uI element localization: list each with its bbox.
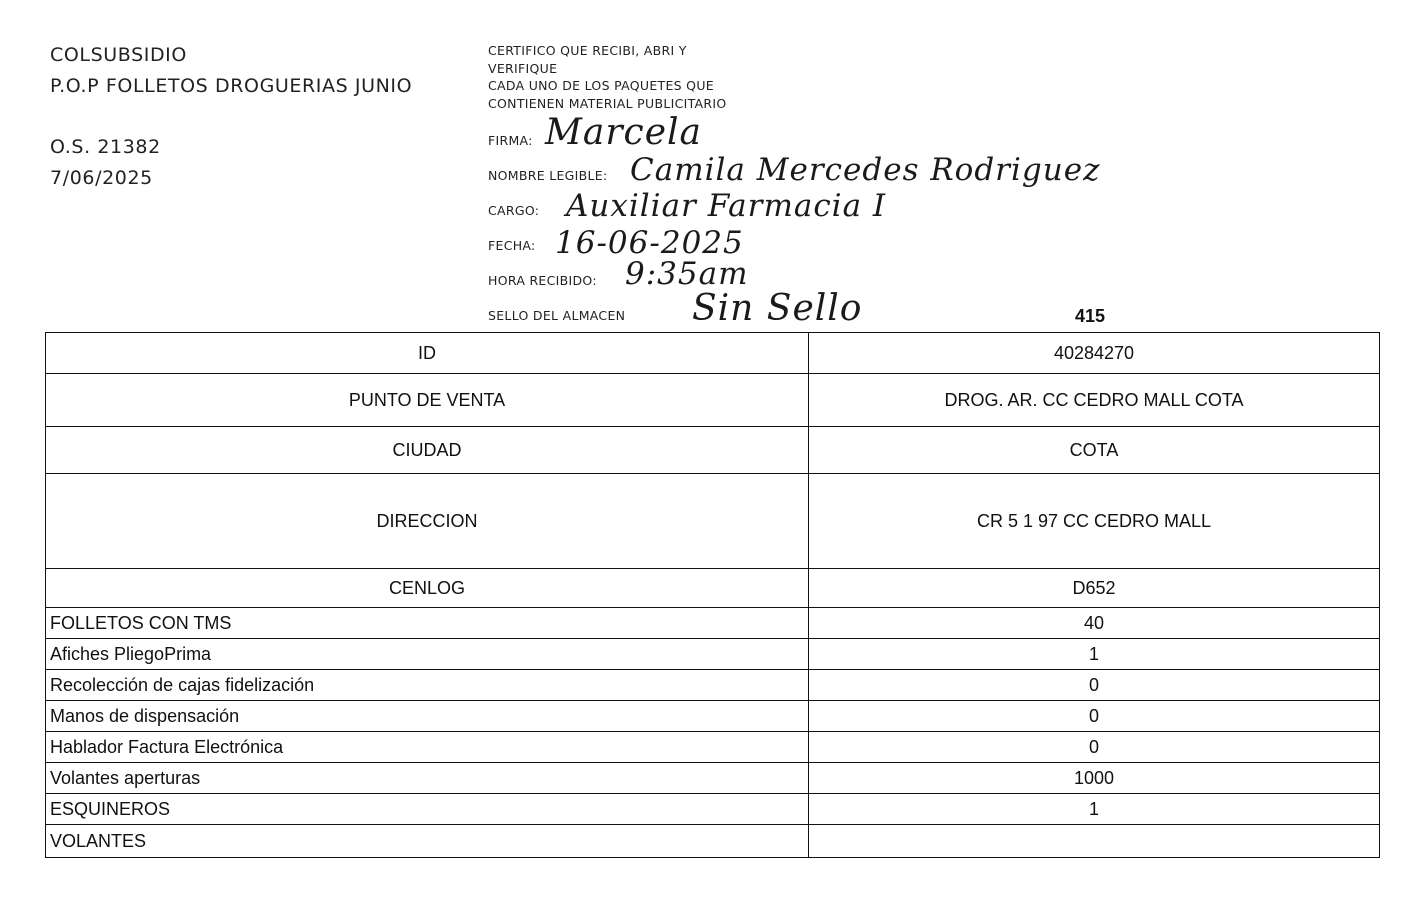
cargo-label: CARGO:: [488, 203, 540, 218]
item-quantity: 1: [809, 639, 1380, 670]
nombre-handwritten: Camila Mercedes Rodriguez: [630, 152, 1101, 188]
table-row: [46, 794, 1380, 825]
id-label: ID: [46, 333, 809, 374]
hora-label: HORA RECIBIDO:: [488, 273, 597, 288]
table-row: [46, 763, 1380, 794]
item-quantity: 1: [809, 794, 1380, 825]
table-row: [46, 608, 1380, 639]
table-row: [46, 732, 1380, 763]
sheet-number: 415: [1075, 306, 1106, 326]
table-row-cenlog: [46, 569, 1380, 608]
item-label: Recolección de cajas fidelización: [46, 670, 809, 701]
item-label: ESQUINEROS: [46, 794, 809, 825]
cargo-handwritten: Auxiliar Farmacia I: [566, 188, 887, 224]
direccion-value: CR 5 1 97 CC CEDRO MALL: [809, 474, 1380, 569]
item-quantity: 40: [809, 608, 1380, 639]
sello-label: SELLO DEL ALMACEN: [488, 308, 626, 323]
hora-handwritten: 9:35am: [625, 256, 749, 292]
cert-line-3: CADA UNO DE LOS PAQUETES QUE: [488, 78, 714, 93]
document-date: 7/06/2025: [50, 167, 153, 189]
item-label: Hablador Factura Electrónica: [46, 732, 809, 763]
table-row-ciudad: [46, 427, 1380, 474]
document-subject: P.O.P FOLLETOS DROGUERIAS JUNIO: [50, 75, 413, 97]
item-quantity: 0: [809, 701, 1380, 732]
item-quantity: 0: [809, 732, 1380, 763]
table-row-id: [46, 333, 1380, 374]
certificate-statement: [488, 42, 727, 112]
cenlog-label: CENLOG: [46, 569, 809, 608]
delivery-table: [45, 332, 1380, 858]
punto-venta-label: PUNTO DE VENTA: [46, 374, 809, 427]
header-block: [50, 40, 412, 194]
item-quantity: 0: [809, 670, 1380, 701]
cert-line-1: CERTIFICO QUE RECIBI, ABRI Y: [488, 43, 687, 58]
table-row: [46, 639, 1380, 670]
table-row: [46, 701, 1380, 732]
table-row-punto-venta: [46, 374, 1380, 427]
firma-label: FIRMA:: [488, 133, 533, 148]
sello-handwritten: Sin Sello: [692, 288, 863, 329]
item-label: Manos de dispensación: [46, 701, 809, 732]
nombre-label: NOMBRE LEGIBLE:: [488, 168, 608, 183]
table-row: [46, 825, 1380, 858]
item-label: FOLLETOS CON TMS: [46, 608, 809, 639]
direccion-label: DIRECCION: [46, 474, 809, 569]
item-label: Afiches PliegoPrima: [46, 639, 809, 670]
table-row-direccion: [46, 474, 1380, 569]
punto-venta-value: DROG. AR. CC CEDRO MALL COTA: [809, 374, 1380, 427]
cert-line-2: VERIFIQUE: [488, 60, 558, 76]
fecha-handwritten: 16-06-2025: [555, 225, 744, 261]
id-value: 40284270: [809, 333, 1380, 374]
cert-line-4: CONTIENEN MATERIAL PUBLICITARIO: [488, 95, 727, 111]
ciudad-label: CIUDAD: [46, 427, 809, 474]
cenlog-value: D652: [809, 569, 1380, 608]
order-number: O.S. 21382: [50, 136, 161, 158]
item-label: Volantes aperturas: [46, 763, 809, 794]
firma-signature: Marcela: [545, 112, 702, 153]
company-name: COLSUBSIDIO: [50, 44, 187, 66]
ciudad-value: COTA: [809, 427, 1380, 474]
item-label: VOLANTES: [46, 825, 809, 858]
item-quantity: 1000: [809, 763, 1380, 794]
item-quantity: [809, 825, 1380, 858]
table-row: [46, 670, 1380, 701]
fecha-label: FECHA:: [488, 238, 536, 253]
